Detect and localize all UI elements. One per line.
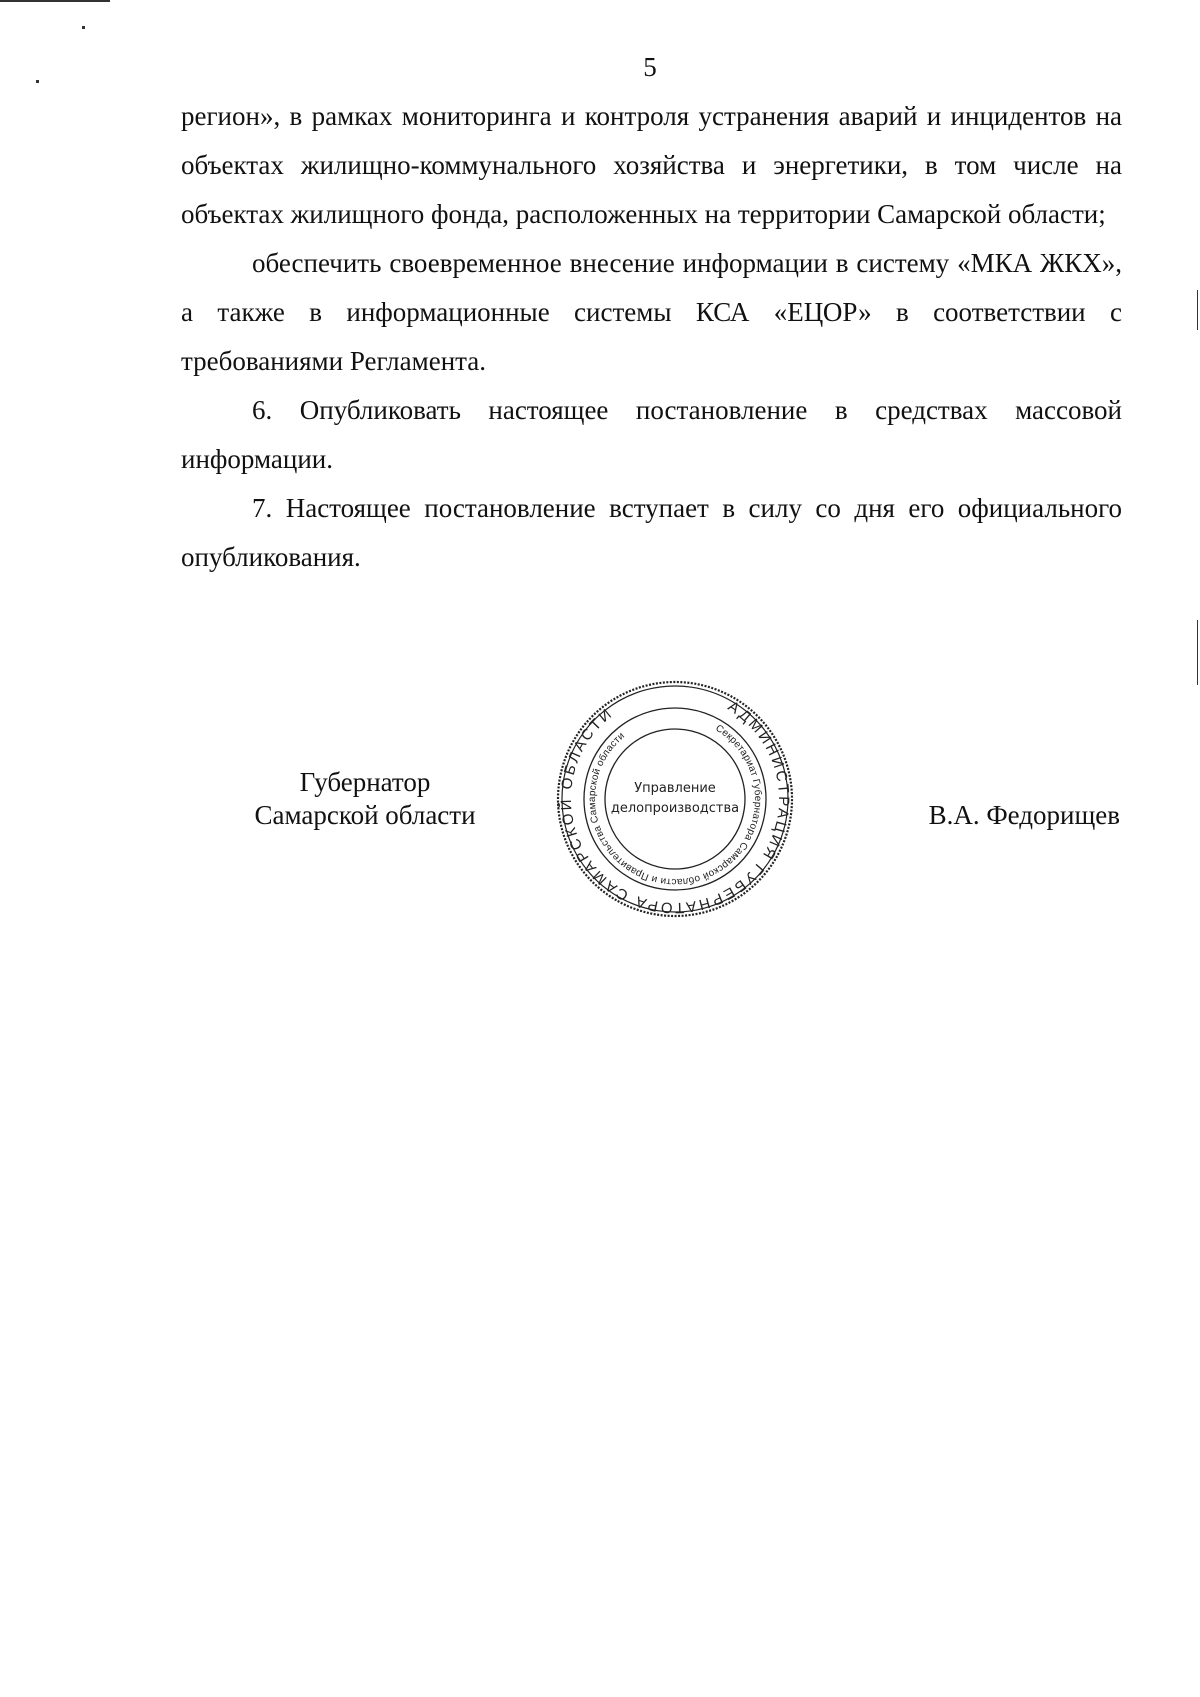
svg-text:Секретариат Губернатора Самарс [554,678,795,919]
position-line-1: Губернатор [299,767,431,797]
position-line-2: Самарской области [254,800,476,830]
signatory-position [230,766,500,832]
seal-center-line-2: делопроизводства [610,801,740,816]
paragraph-continuation: регион», в рамках мониторинга и контроля устранения аварий и инцидентов на объектах жилищно-коммунального хозяйства и энергетики, в том числе на объектах жилищного фонда, расположенных на территории Самарской области; [181,101,1122,229]
signatory-name: В.А. Федорищев [928,800,1120,830]
seal-inner-text: Секретариат Губернатора Самарской области и Правительства Самарской области [586,722,764,888]
page-number: 5 [643,52,657,82]
seal-center-line-1: Управление [634,781,716,796]
scan-edge-mark [1197,290,1198,330]
scan-edge-mark [0,0,110,2]
scan-edge-mark [1197,620,1198,685]
scan-speck [36,80,39,83]
paragraph-item-7: 7. Настоящее постановление вступает в силу со дня его официального опубликования. [181,493,1122,572]
document-body [181,92,1122,582]
official-seal [554,678,796,920]
paragraph-item-6: 6. Опубликовать настоящее постановление в средствах массовой информации. [181,395,1122,474]
seal-outer-text: АДМИНИСТРАЦИЯ ГУБЕРНАТОРА САМАРСКОЙ ОБЛАСТИ [557,697,793,917]
scan-speck [82,26,85,29]
paragraph-systems: обеспечить своевременное внесение информации в систему «МКА ЖКХ», а также в информационные системы КСА «ЕЦОР» в соответствии с требованиями Регламента. [181,248,1122,376]
seal-graphic [554,678,796,920]
